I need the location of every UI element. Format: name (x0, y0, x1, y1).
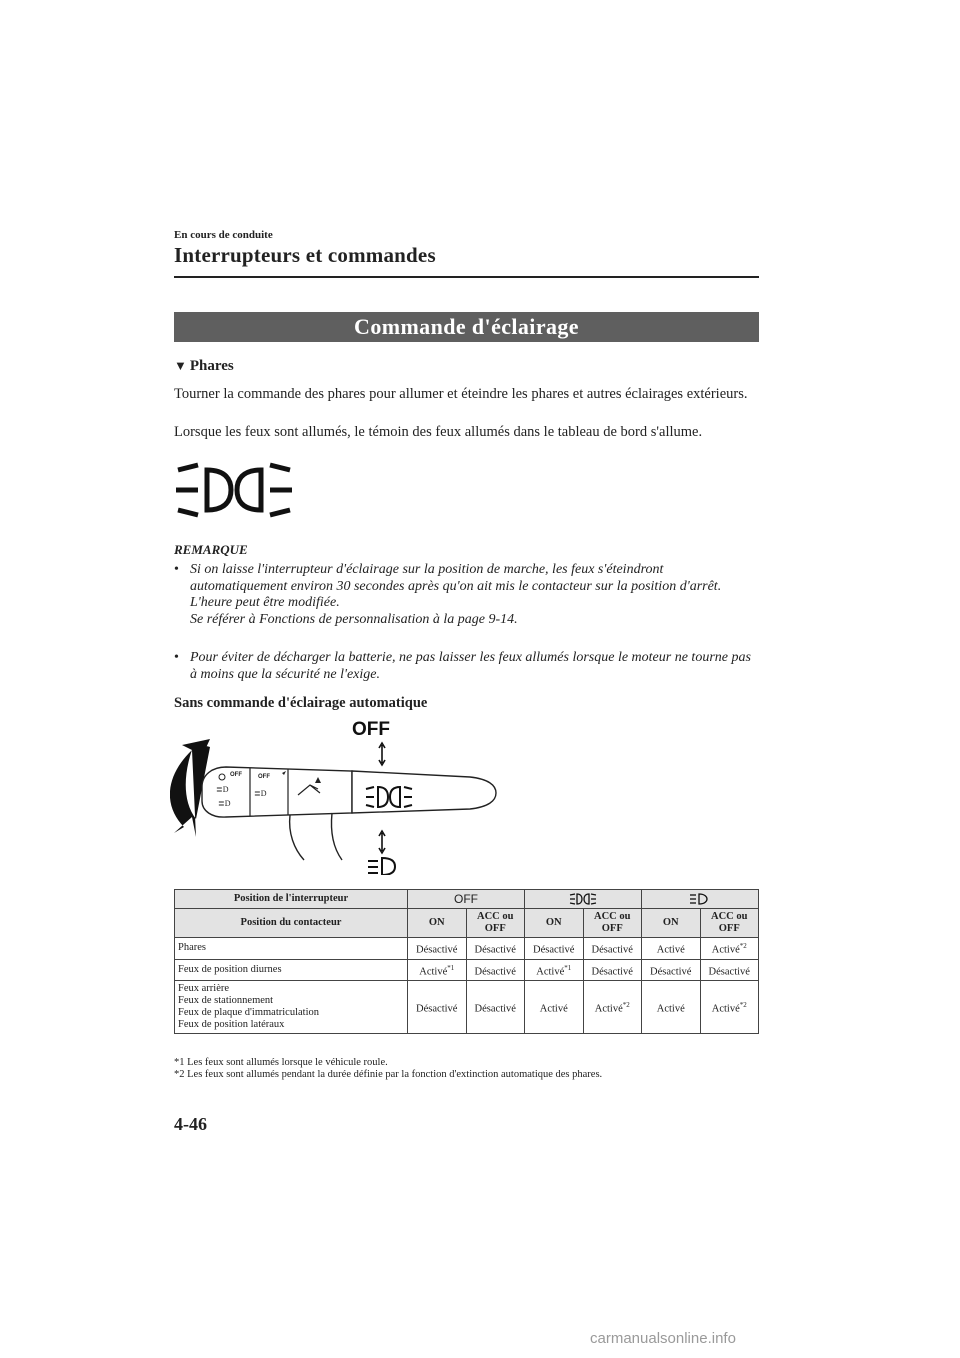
subsection-title: Phares (189, 358, 234, 374)
table-cell: Désactivé (583, 938, 642, 960)
table-cell: Désactivé (466, 981, 525, 1034)
row-label: Feux arrière Feux de stationnement Feux de plaque d'immatriculation Feux de position latéraux (175, 981, 408, 1034)
chapter-title: Interrupteurs et commandes (174, 243, 436, 267)
table-cell: Désactivé (583, 959, 642, 981)
table-cell: Activé (642, 938, 701, 960)
section-banner: Commande d'éclairage (174, 312, 759, 342)
paragraph-1: Tourner la commande des phares pour allumer et éteindre les phares et autres éclairages extérieurs. (174, 386, 748, 402)
table-cell: Activé$^{*2}$ (700, 981, 759, 1034)
note-item-1 (174, 562, 760, 628)
table-row (175, 981, 759, 1034)
row-label: Feux de position diurnes (175, 959, 408, 981)
ignition-cell: ON (408, 909, 467, 938)
ignition-cell: ACC ou OFF (466, 909, 525, 938)
page-number: 4-46 (174, 1114, 207, 1134)
svg-text:≣D: ≣D (254, 789, 267, 798)
table-cell: Désactivé (642, 959, 701, 981)
table-cell: Activé (525, 981, 584, 1034)
table-row (175, 959, 759, 981)
note-line: L'heure peut être modifiée. (190, 595, 340, 610)
ignition-cell: ON (525, 909, 584, 938)
svg-text:≣D: ≣D (216, 785, 229, 794)
table-cell: Désactivé (466, 959, 525, 981)
table-cell: Activé$^{*2}$ (700, 938, 759, 960)
switch-parking-cell (525, 890, 642, 909)
footnote: *1 Les feux sont allumés lorsque le véhicule roule. (174, 1057, 388, 1068)
table-cell: Activé (642, 981, 701, 1034)
note-title: REMARQUE (174, 542, 248, 557)
table-cell: Désactivé (700, 959, 759, 981)
paragraph-2: Lorsque les feux sont allumés, le témoin des feux allumés dans le tableau de bord s'allume. (174, 424, 703, 440)
headlight-icon (685, 892, 715, 906)
table-header-row (175, 909, 759, 938)
ignition-position-header: Position du contacteur (175, 909, 408, 938)
ignition-cell: ON (642, 909, 701, 938)
stalk-off-label: OFF (230, 772, 242, 778)
table-cell: Activé$^{*1}$ (525, 959, 584, 981)
note-line: Se référer à Fonctions de personnalisation à la page 9-14. (190, 611, 518, 627)
footnote: *2 Les feux sont allumés pendant la durée définie par la fonction d'extinction automatique des phares. (174, 1068, 603, 1080)
table-cell: Désactivé (466, 938, 525, 960)
off-label: OFF (352, 719, 390, 740)
table-cell: Activé$^{*2}$ (583, 981, 642, 1034)
table-cell: Activé$^{*1}$ (408, 959, 467, 981)
switch-position-header: Position de l'interrupteur (175, 890, 408, 909)
bullet-icon: • (174, 650, 179, 665)
note-line: Pour éviter de décharger la batterie, ne pas laisser les feux allumés lorsque le moteur ne tourne pas à moins que la sécurité ne l'exige. (190, 650, 751, 682)
parking-lights-icon (568, 892, 598, 906)
note-line: Si on laisse l'interrupteur d'éclairage sur la position de marche, les feux s'éteindront automatiquement environ 30 secondes après qu'on ait mis le contacteur sur la position d'arrêt. (190, 562, 722, 594)
table-cell: Désactivé (408, 938, 467, 960)
headlight-indicator-icon (174, 460, 294, 520)
footnotes (174, 1057, 602, 1080)
subsection-heading (174, 358, 234, 375)
lighting-position-table (174, 889, 759, 1034)
title-divider (174, 276, 759, 278)
ignition-cell: ACC ou OFF (700, 909, 759, 938)
section-label: En cours de conduite (174, 229, 273, 241)
row-label: Phares (175, 938, 408, 960)
switch-headlight-cell (642, 890, 759, 909)
table-row (175, 938, 759, 960)
table-cell: Désactivé (525, 938, 584, 960)
table-header-row (175, 890, 759, 909)
triangle-marker-icon: ▼ (174, 358, 187, 373)
svg-text:≣D: ≣D (218, 799, 231, 808)
ignition-cell: ACC ou OFF (583, 909, 642, 938)
watermark[interactable]: carmanualsonline.info (590, 1330, 736, 1347)
bullet-icon: • (174, 562, 179, 577)
switch-off-cell: OFF (408, 890, 525, 909)
stalk-off-label: OFF (258, 774, 270, 780)
headlight-icon (368, 858, 395, 875)
table-cell: Désactivé (408, 981, 467, 1034)
note-item-2 (174, 650, 760, 683)
manual-lighting-heading: Sans commande d'éclairage automatique (174, 695, 428, 711)
lighting-stalk-diagram (170, 715, 610, 875)
